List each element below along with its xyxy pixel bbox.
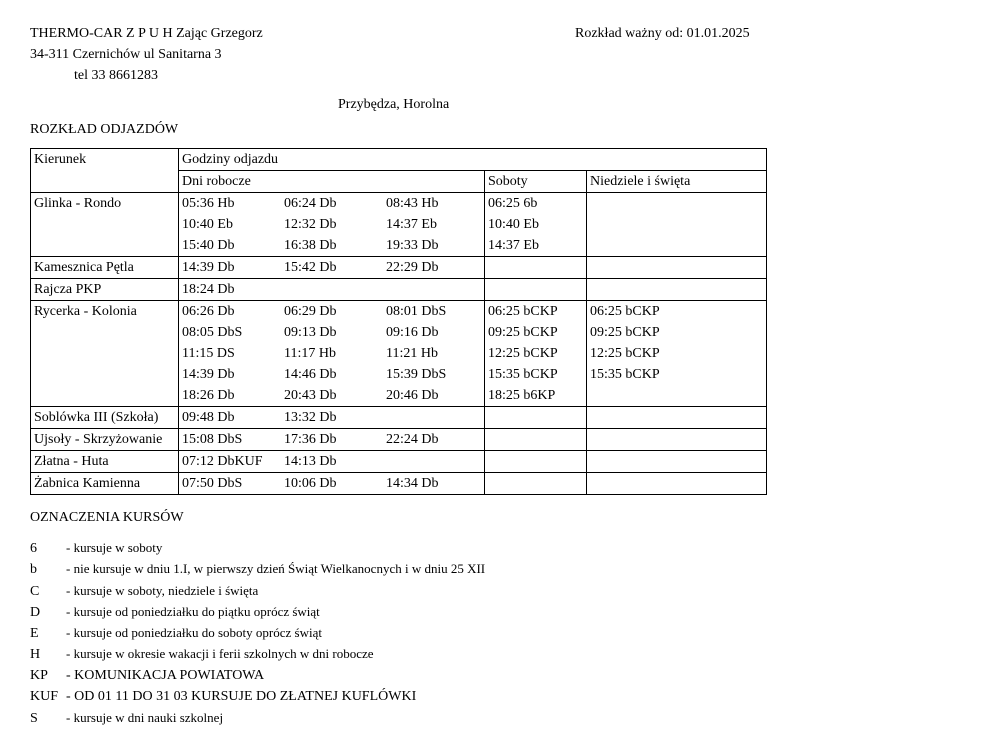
- schedule-title: ROZKŁAD ODJAZDÓW: [30, 122, 179, 137]
- workdays-cell: [179, 407, 485, 429]
- workdays-cell: [179, 279, 485, 301]
- departure-time: 06:25 6b: [488, 196, 538, 211]
- departure-time: 15:42 Db: [284, 260, 337, 275]
- saturdays-cell: [485, 429, 587, 451]
- departure-time: 15:39 DbS: [386, 367, 447, 382]
- departure-time: 10:40 Eb: [488, 217, 539, 232]
- sundays-cell: [587, 257, 767, 279]
- workdays-cell: [179, 257, 485, 279]
- saturdays-cell: [485, 473, 587, 495]
- header-saturdays: Soboty: [485, 171, 587, 193]
- departure-time: 22:29 Db: [386, 260, 439, 275]
- departure-time: 19:33 Db: [386, 238, 439, 253]
- company-name: THERMO-CAR Z P U H Zając Grzegorz: [30, 26, 263, 41]
- sundays-cell: [587, 429, 767, 451]
- saturdays-cell: [485, 279, 587, 301]
- departure-time: 15:35 bCKP: [488, 367, 558, 382]
- legend-code: KP: [30, 667, 48, 683]
- departure-time: 14:46 Db: [284, 367, 337, 382]
- legend-code: H: [30, 647, 41, 663]
- departure-time: 06:29 Db: [284, 304, 337, 319]
- saturdays-cell: [485, 407, 587, 429]
- legend-item: [30, 622, 485, 643]
- sundays-cell: [587, 407, 767, 429]
- direction-cell: Soblówka III (Szkoła): [31, 407, 179, 429]
- legend-code: C: [30, 583, 40, 599]
- departure-time: 07:50 DbS: [182, 476, 243, 491]
- departure-time: 14:34 Db: [386, 476, 439, 491]
- workdays-times: [182, 257, 484, 278]
- departure-time: 10:06 Db: [284, 476, 337, 491]
- sundays-cell: [587, 473, 767, 495]
- legend-item: [30, 558, 485, 579]
- table-row: [31, 473, 767, 495]
- departure-time: 05:36 Hb: [182, 196, 235, 211]
- departure-time: 07:12 DbKUF: [182, 454, 263, 469]
- departure-time: 14:39 Db: [182, 367, 235, 382]
- departure-time: 18:26 Db: [182, 388, 235, 403]
- departure-time: 18:24 Db: [182, 282, 235, 297]
- departure-time: 12:32 Db: [284, 217, 337, 232]
- workdays-cell: [179, 301, 485, 407]
- departure-time: 14:13 Db: [284, 454, 337, 469]
- departure-time: 15:08 DbS: [182, 432, 243, 447]
- table-row: [31, 257, 767, 279]
- workdays-times: [182, 193, 484, 256]
- legend-code: b: [30, 562, 37, 578]
- legend-description: - OD 01 11 DO 31 03 KURSUJE DO ZŁATNEJ KUFLÓWKI: [66, 689, 417, 705]
- departure-time: 08:05 DbS: [182, 325, 243, 340]
- legend-item: [30, 707, 485, 728]
- saturdays-cell: [485, 257, 587, 279]
- departure-time: 22:24 Db: [386, 432, 439, 447]
- workdays-times: [182, 473, 484, 494]
- departure-time: 08:43 Hb: [386, 196, 439, 211]
- legend-description: - kursuje od poniedziałku do piątku oprócz świąt: [66, 603, 320, 619]
- departure-time: 20:43 Db: [284, 388, 337, 403]
- direction-cell: Żabnica Kamienna: [31, 473, 179, 495]
- legend-code: KUF: [30, 689, 59, 705]
- departure-time: 11:21 Hb: [386, 346, 438, 361]
- saturdays-cell: [485, 451, 587, 473]
- workdays-times: [182, 407, 484, 428]
- direction-cell: Rycerka - Kolonia: [31, 301, 179, 407]
- legend-item: [30, 601, 485, 622]
- departure-time: 13:32 Db: [284, 410, 337, 425]
- legend-list: [30, 537, 485, 729]
- departure-time: 06:26 Db: [182, 304, 235, 319]
- direction-cell: Ujsoły - Skrzyżowanie: [31, 429, 179, 451]
- legend-code: E: [30, 626, 39, 642]
- workdays-times: [182, 279, 484, 300]
- company-phone: tel 33 8661283: [74, 68, 158, 83]
- table-row: [31, 407, 767, 429]
- sundays-cell: [587, 451, 767, 473]
- header-departures: Godziny odjazdu: [179, 149, 767, 171]
- direction-cell: Kamesznica Pętla: [31, 257, 179, 279]
- departure-time: 06:25 bCKP: [488, 304, 558, 319]
- departure-time: 10:40 Eb: [182, 217, 233, 232]
- departure-time: 09:25 bCKP: [590, 325, 660, 340]
- departure-time: 16:38 Db: [284, 238, 337, 253]
- stop-name: Przybędza, Horolna: [338, 97, 450, 112]
- departure-time: 09:25 bCKP: [488, 325, 558, 340]
- legend-description: - kursuje od poniedziałku do soboty oprócz świąt: [66, 625, 322, 641]
- departure-time: 18:25 b6KP: [488, 388, 556, 403]
- legend-description: - KOMUNIKACJA POWIATOWA: [66, 667, 265, 683]
- table-row: [31, 429, 767, 451]
- schedule-table: [30, 148, 767, 495]
- header-direction: Kierunek: [31, 149, 179, 193]
- table-header-row: [31, 149, 767, 171]
- workdays-cell: [179, 193, 485, 257]
- legend-title: OZNACZENIA KURSÓW: [30, 510, 184, 525]
- header-sundays: Niedziele i święta: [587, 171, 767, 193]
- company-address: 34-311 Czernichów ul Sanitarna 3: [30, 47, 222, 62]
- departure-time: 11:17 Hb: [284, 346, 336, 361]
- table-row: [31, 279, 767, 301]
- table-row: [31, 451, 767, 473]
- legend-description: - kursuje w soboty: [66, 540, 163, 555]
- departure-time: 06:25 bCKP: [590, 304, 660, 319]
- sundays-cell: [587, 301, 767, 407]
- departure-time: 12:25 bCKP: [488, 346, 558, 361]
- schedule-body: [31, 193, 767, 495]
- saturdays-cell: [485, 301, 587, 407]
- table-row: [31, 193, 767, 257]
- legend-item: [30, 643, 485, 664]
- departure-time: 09:13 Db: [284, 325, 337, 340]
- departure-time: 15:35 bCKP: [590, 367, 660, 382]
- departure-time: 09:48 Db: [182, 410, 235, 425]
- workdays-cell: [179, 473, 485, 495]
- workdays-times: [182, 301, 484, 406]
- valid-from: Rozkład ważny od: 01.01.2025: [575, 26, 750, 41]
- legend-item: [30, 686, 485, 707]
- saturdays-cell: [485, 193, 587, 257]
- legend-description: - kursuje w soboty, niedziele i święta: [66, 582, 259, 598]
- departure-time: 14:37 Eb: [386, 217, 437, 232]
- legend-description: - kursuje w okresie wakacji i ferii szkolnych w dni robocze: [66, 646, 374, 662]
- table-row: [31, 301, 767, 407]
- legend-item: [30, 665, 485, 686]
- departure-time: 11:15 DS: [182, 346, 235, 361]
- departure-time: 14:37 Eb: [488, 238, 539, 253]
- legend-code: 6: [30, 541, 37, 556]
- departure-time: 08:01 DbS: [386, 304, 447, 319]
- departure-time: 12:25 bCKP: [590, 346, 660, 361]
- header-workdays: Dni robocze: [179, 171, 485, 193]
- direction-cell: Glinka - Rondo: [31, 193, 179, 257]
- departure-time: 14:39 Db: [182, 260, 235, 275]
- legend-code: S: [30, 711, 38, 727]
- sundays-cell: [587, 279, 767, 301]
- workdays-cell: [179, 429, 485, 451]
- legend-description: - nie kursuje w dniu 1.I, w pierwszy dzień Świąt Wielkanocnych i w dniu 25 XII: [66, 561, 486, 577]
- sundays-cell: [587, 193, 767, 257]
- departure-time: 09:16 Db: [386, 325, 439, 340]
- legend-code: D: [30, 604, 41, 620]
- departure-time: 20:46 Db: [386, 388, 439, 403]
- legend-item: [30, 537, 485, 558]
- legend-description: - kursuje w dni nauki szkolnej: [66, 710, 224, 726]
- departure-time: 15:40 Db: [182, 238, 235, 253]
- workdays-times: [182, 429, 484, 450]
- workdays-cell: [179, 451, 485, 473]
- direction-cell: Rajcza PKP: [31, 279, 179, 301]
- departure-time: 17:36 Db: [284, 432, 337, 447]
- legend-item: [30, 580, 485, 601]
- workdays-times: [182, 451, 484, 472]
- direction-cell: Złatna - Huta: [31, 451, 179, 473]
- departure-time: 06:24 Db: [284, 196, 337, 211]
